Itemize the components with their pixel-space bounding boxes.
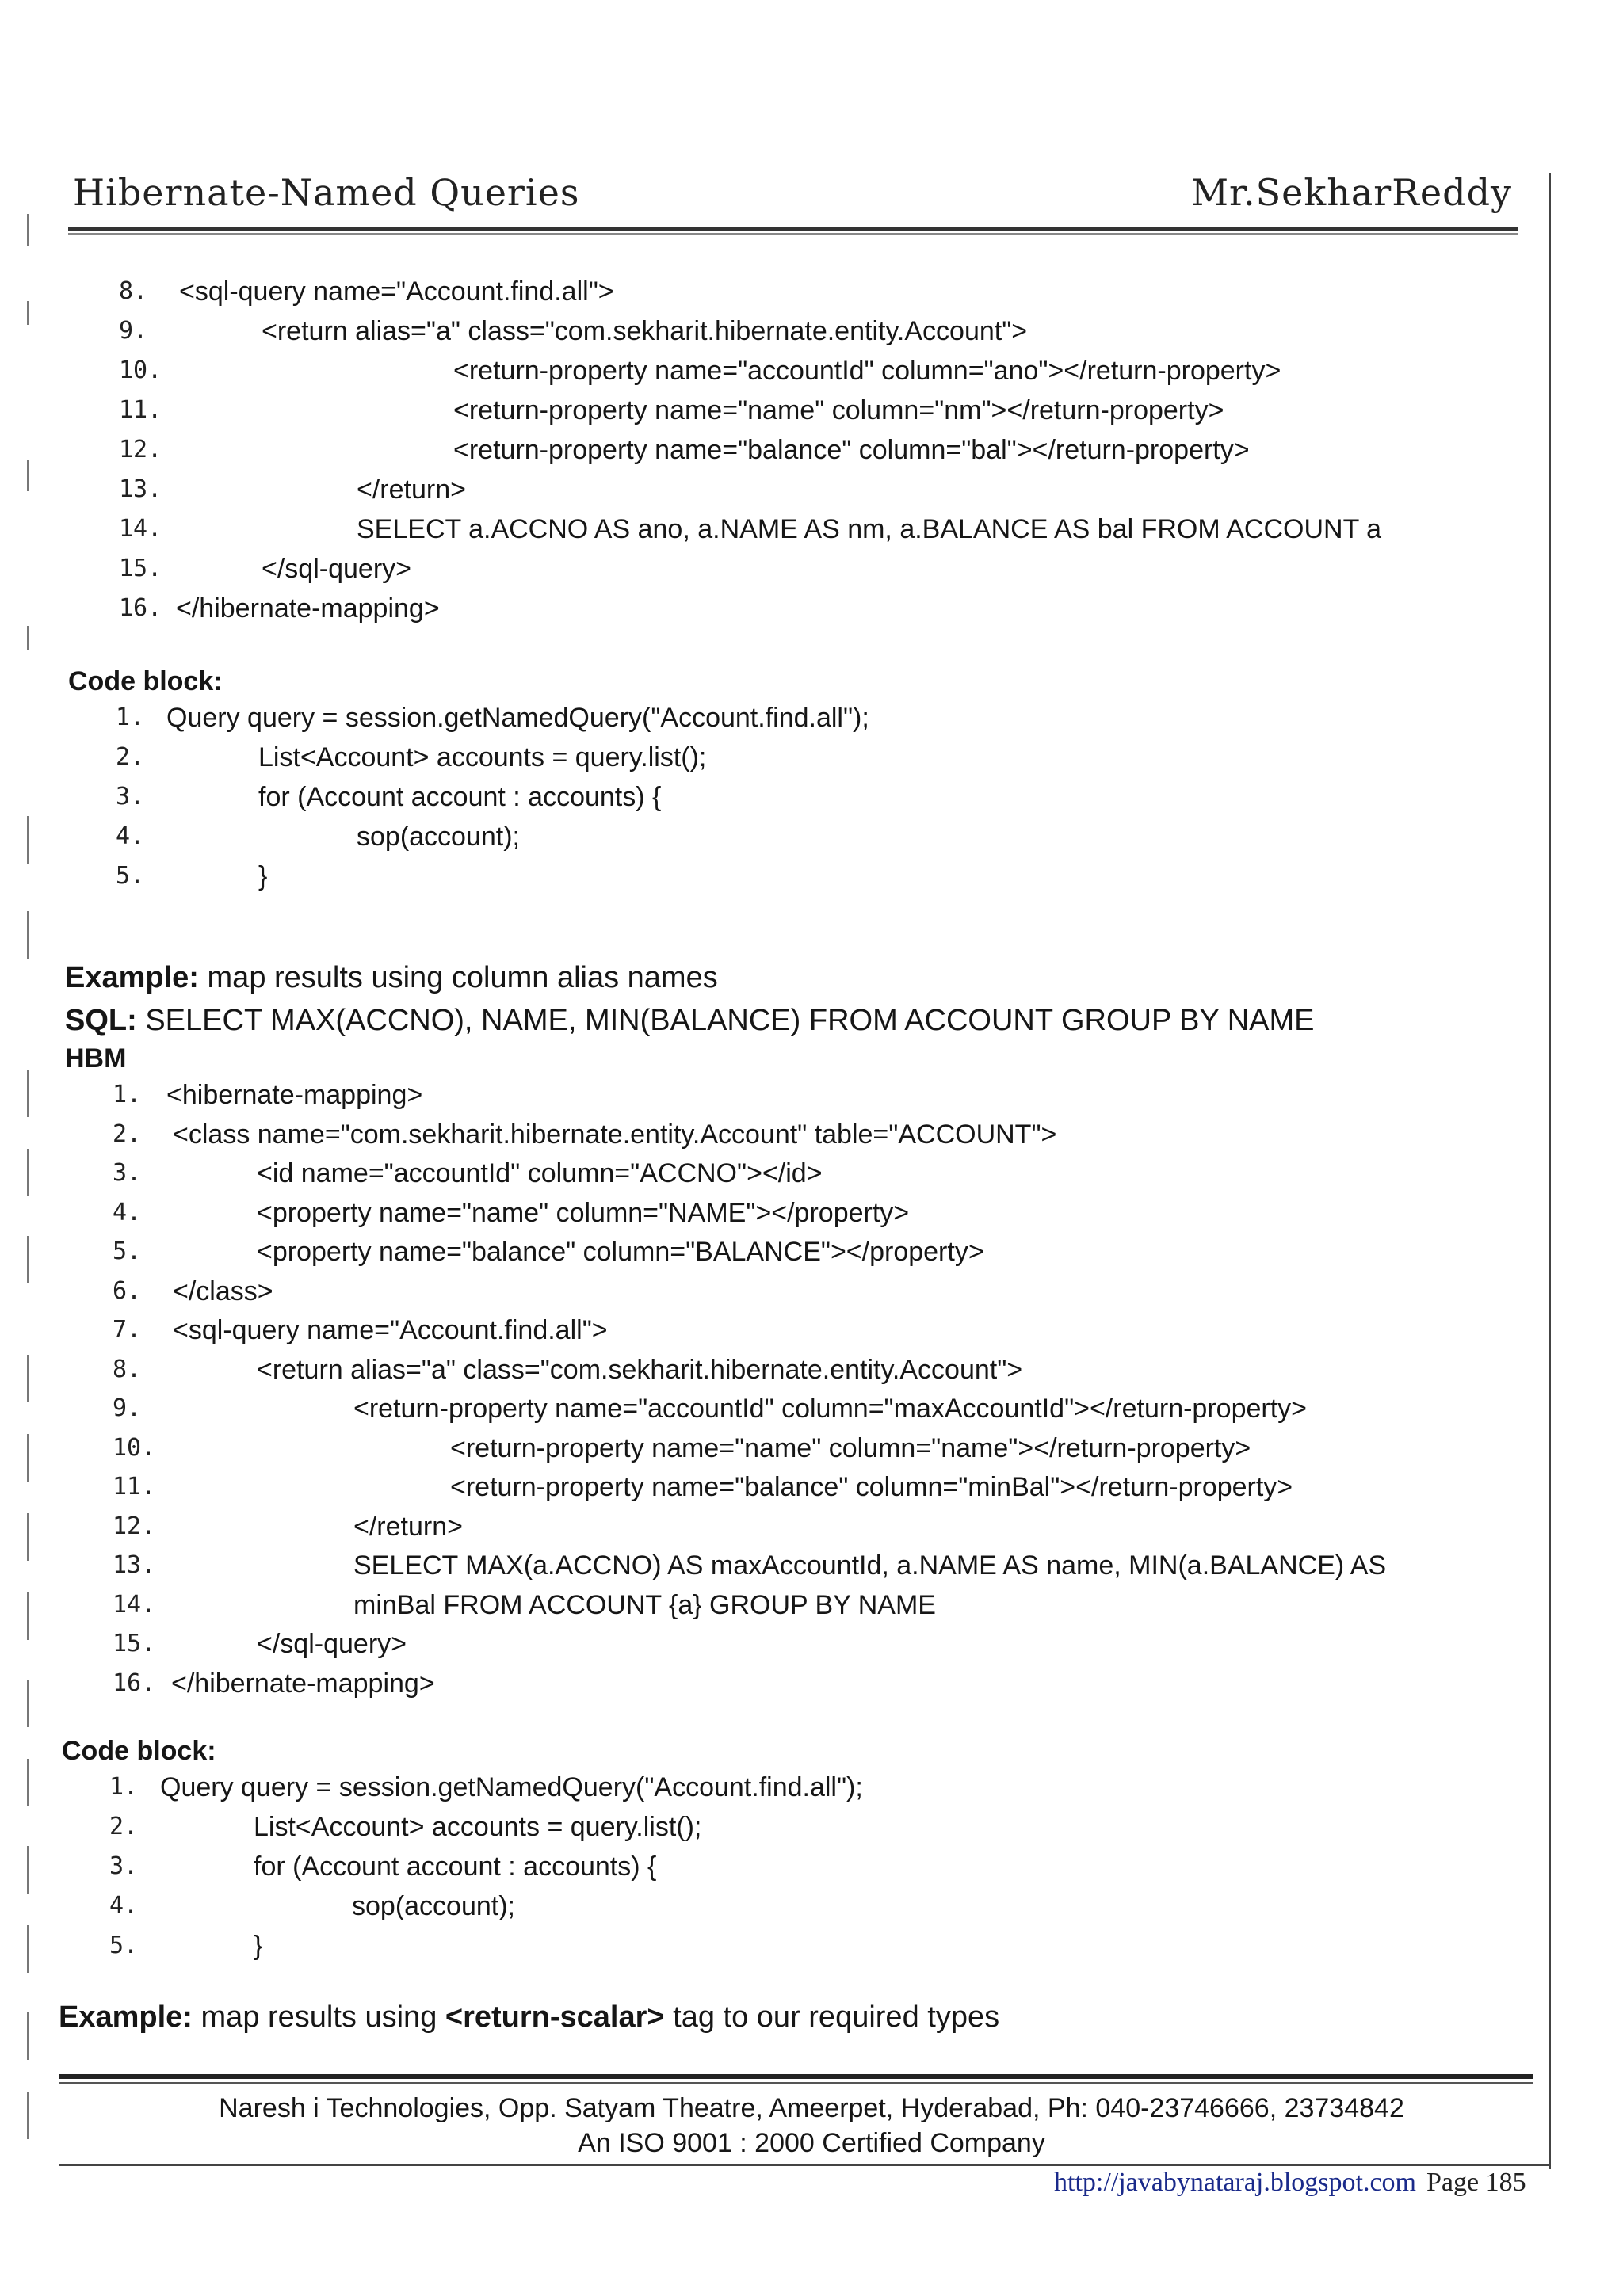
line-number: 2. bbox=[109, 1813, 139, 1840]
code-line: <return-property name="name" column="nm"></return-property> bbox=[453, 395, 1224, 425]
line-number: 9. bbox=[113, 1394, 142, 1422]
line-number: 5. bbox=[116, 862, 145, 890]
page-header-author: Mr.SekharReddy bbox=[1190, 171, 1512, 214]
return-scalar-tag: <return-scalar> bbox=[445, 2000, 665, 2034]
line-number: 12. bbox=[113, 1512, 156, 1540]
code-line: <return-property name="balance" column="bal"></return-property> bbox=[453, 435, 1250, 465]
code-line: <sql-query name="Account.find.all"> bbox=[173, 1315, 608, 1345]
line-number: 2. bbox=[113, 1120, 142, 1148]
sql-label: SQL: bbox=[65, 1004, 137, 1037]
code-line: <return alias="a" class="com.sekharit.hibernate.entity.Account"> bbox=[262, 316, 1028, 346]
footer-divider bbox=[59, 2074, 1533, 2079]
line-number: 1. bbox=[113, 1081, 142, 1108]
code-line: List<Account> accounts = query.list(); bbox=[258, 742, 707, 772]
line-number: 10. bbox=[113, 1434, 156, 1462]
line-number: 8. bbox=[113, 1356, 142, 1383]
header-divider-thin bbox=[68, 233, 1518, 235]
line-number: 9. bbox=[119, 317, 148, 345]
code-line: <hibernate-mapping> bbox=[166, 1080, 423, 1110]
line-number: 12. bbox=[119, 436, 162, 463]
code-line: SELECT MAX(a.ACCNO) AS maxAccountId, a.NAME AS name, MIN(a.BALANCE) AS bbox=[353, 1550, 1387, 1581]
example-label: Example: bbox=[59, 2000, 193, 2034]
code-line: <return-property name="name" column="name"></return-property> bbox=[450, 1433, 1251, 1463]
line-number: 16. bbox=[119, 594, 162, 622]
page-header-title: Hibernate-Named Queries bbox=[73, 171, 580, 214]
code-line: <property name="name" column="NAME"></property> bbox=[257, 1198, 910, 1228]
line-number: 4. bbox=[109, 1892, 139, 1920]
line-number: 10. bbox=[119, 357, 162, 384]
code-line: <property name="balance" column="BALANCE"></property> bbox=[257, 1237, 984, 1267]
line-number: 8. bbox=[119, 277, 148, 305]
line-number: 14. bbox=[113, 1591, 156, 1619]
code-line: SELECT a.ACCNO AS ano, a.NAME AS nm, a.BALANCE AS bal FROM ACCOUNT a bbox=[357, 514, 1382, 544]
binding-marks bbox=[27, 198, 32, 2100]
line-number: 2. bbox=[116, 743, 145, 771]
line-number: 5. bbox=[109, 1932, 139, 1959]
line-number: 13. bbox=[119, 475, 162, 503]
code-line: </return> bbox=[357, 475, 466, 505]
footer-bottom-divider bbox=[59, 2164, 1549, 2166]
line-number: 13. bbox=[113, 1551, 156, 1579]
line-number: 6. bbox=[113, 1277, 142, 1305]
page-frame-right bbox=[1549, 173, 1551, 2169]
header-divider bbox=[68, 227, 1518, 231]
line-number: 1. bbox=[109, 1773, 139, 1801]
code-line: } bbox=[258, 861, 268, 891]
code-line: </return> bbox=[353, 1512, 463, 1542]
line-number: 11. bbox=[119, 396, 162, 424]
line-number: 15. bbox=[113, 1630, 156, 1657]
code-line: <sql-query name="Account.find.all"> bbox=[179, 277, 614, 307]
code-line: <return-property name="accountId" column="ano"></return-property> bbox=[453, 356, 1281, 386]
line-number: 7. bbox=[113, 1316, 142, 1344]
code-line: sop(account); bbox=[357, 822, 520, 852]
line-number: 11. bbox=[113, 1473, 156, 1501]
code-line: } bbox=[254, 1931, 263, 1961]
blog-url[interactable]: http://javabynataraj.blogspot.com bbox=[1054, 2168, 1417, 2197]
code-block-label: Code block: bbox=[68, 666, 223, 696]
code-line: </sql-query> bbox=[257, 1629, 407, 1659]
code-line: </hibernate-mapping> bbox=[176, 593, 440, 624]
line-number: 3. bbox=[116, 783, 145, 810]
code-line: <return-property name="accountId" column="maxAccountId"></return-property> bbox=[353, 1394, 1308, 1424]
line-number: 3. bbox=[113, 1159, 142, 1187]
code-line: <class name="com.sekharit.hibernate.entity.Account" table="ACCOUNT"> bbox=[173, 1119, 1057, 1150]
footer-address: Naresh i Technologies, Opp. Satyam Theatre, Ameerpet, Hyderabad, Ph: 040-23746666, 23734842 bbox=[219, 2093, 1404, 2123]
example-label: Example: bbox=[65, 961, 199, 994]
sql-statement bbox=[65, 1003, 1315, 1038]
line-number: 1. bbox=[116, 704, 145, 731]
example-heading bbox=[59, 2000, 999, 2035]
code-line: <return alias="a" class="com.sekharit.hibernate.entity.Account"> bbox=[257, 1355, 1023, 1385]
line-number: 14. bbox=[119, 515, 162, 543]
line-number: 4. bbox=[113, 1199, 142, 1226]
page-number: Page 185 bbox=[1426, 2168, 1526, 2197]
line-number: 15. bbox=[119, 555, 162, 582]
example-text: map results using bbox=[192, 2000, 445, 2034]
line-number: 16. bbox=[113, 1669, 156, 1697]
hbm-label: HBM bbox=[65, 1043, 127, 1074]
example-text: map results using column alias names bbox=[198, 961, 718, 994]
sql-text: SELECT MAX(ACCNO), NAME, MIN(BALANCE) FROM ACCOUNT GROUP BY NAME bbox=[136, 1004, 1315, 1037]
line-number: 5. bbox=[113, 1238, 142, 1265]
code-line: List<Account> accounts = query.list(); bbox=[254, 1812, 702, 1842]
code-line: <return-property name="balance" column="minBal"></return-property> bbox=[450, 1472, 1293, 1502]
code-line: for (Account account : accounts) { bbox=[254, 1852, 657, 1882]
footer-divider-thin bbox=[59, 2082, 1533, 2084]
code-line: for (Account account : accounts) { bbox=[258, 782, 662, 812]
code-line: minBal FROM ACCOUNT {a} GROUP BY NAME bbox=[353, 1590, 936, 1620]
code-block-label: Code block: bbox=[62, 1736, 216, 1766]
code-line: </class> bbox=[173, 1276, 273, 1306]
code-line: Query query = session.getNamedQuery("Account.find.all"); bbox=[166, 703, 869, 733]
code-line: </sql-query> bbox=[262, 554, 411, 584]
line-number: 4. bbox=[116, 822, 145, 850]
code-line: Query query = session.getNamedQuery("Account.find.all"); bbox=[160, 1772, 863, 1802]
example-text: tag to our required types bbox=[664, 2000, 1000, 2034]
code-line: sop(account); bbox=[352, 1891, 515, 1921]
code-line: </hibernate-mapping> bbox=[171, 1669, 435, 1699]
line-number: 3. bbox=[109, 1852, 139, 1880]
example-heading bbox=[65, 960, 718, 995]
code-line: <id name="accountId" column="ACCNO"></id> bbox=[257, 1158, 823, 1188]
footer-certification: An ISO 9001 : 2000 Certified Company bbox=[578, 2128, 1045, 2158]
